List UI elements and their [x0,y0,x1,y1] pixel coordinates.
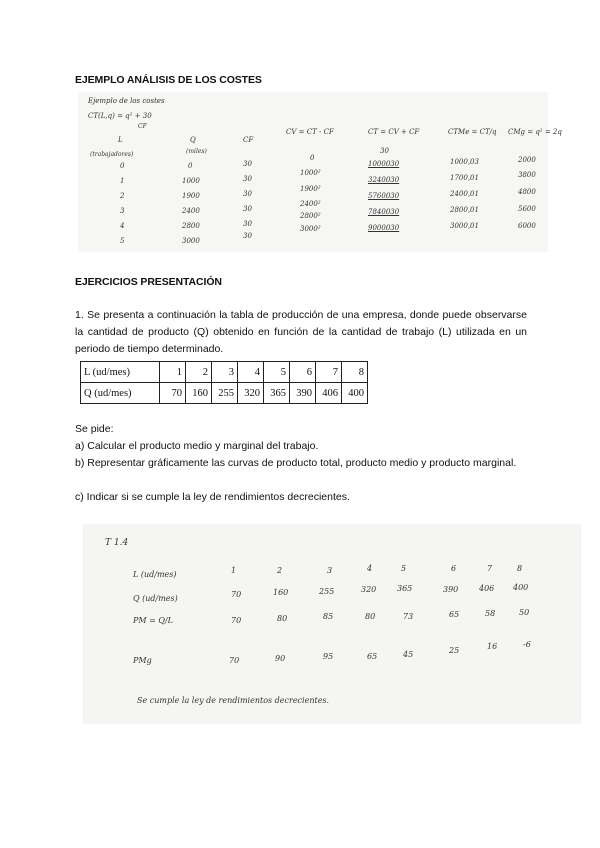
costs-ct-5: 9000030 [368,224,400,232]
costs-l-2: 2 [120,192,125,200]
table-cell: 2 [186,362,212,383]
solution-pmg-7: 16 [487,642,498,651]
costs-l-3: 3 [120,207,125,215]
costs-cmg-1: 2000 [518,156,536,164]
costs-cv-1: 1000² [300,169,321,177]
costs-q-0: 0 [188,162,193,170]
costs-photo-title: Ejemplo de los costes [88,97,165,105]
table-label-l: L (ud/mes) [81,362,160,383]
costs-l-0: 0 [120,162,125,170]
table-row-q [81,383,368,404]
table-cell: 4 [238,362,264,383]
table-cell: 400 [342,383,368,404]
costs-subheader-q: (miles) [186,148,207,155]
solution-pmg-8: -6 [523,640,531,649]
costs-ct-1: 1000030 [368,160,400,168]
solution-pmg-2: 90 [275,654,286,663]
costs-header-cmg: CMg = q² = 2q [508,128,562,136]
costs-cf-0: 30 [243,160,252,168]
costs-cv-3: 2400² [300,200,321,208]
solution-q-5: 365 [397,584,413,593]
solution-pm-2: 80 [277,614,288,623]
costs-ct-2: 3240030 [368,176,400,184]
solution-l-6: 6 [451,564,457,573]
solution-pm-8: 50 [519,608,530,617]
solution-q-8: 400 [513,583,529,592]
table-row-l [81,362,368,383]
se-pide-label: Se pide: [75,423,114,435]
costs-ctme-1: 1000,03 [450,158,479,166]
costs-ctme-3: 2400,01 [450,190,479,198]
exercise-item-a: a) Calcular el producto medio y marginal del trabajo. [75,440,319,452]
costs-cv-4: 2800² [300,212,321,220]
table-cell: 6 [290,362,316,383]
table-cell: 320 [238,383,264,404]
table-cell: 5 [264,362,290,383]
table-cell: 1 [160,362,186,383]
costs-cf-2: 30 [243,190,252,198]
solution-q-7: 406 [479,584,495,593]
costs-cf-4: 30 [243,220,252,228]
costs-cf-3: 30 [243,205,252,213]
costs-q-1: 1000 [182,177,200,185]
solution-pm-1: 70 [231,616,242,625]
costs-photo-formula: CT(L,q) = q² + 30 [88,112,152,120]
costs-header-ctme: CTMe = CT/q [448,128,497,136]
solution-pm-7: 58 [485,609,496,618]
costs-ctme-4: 2800,01 [450,206,479,214]
solution-label-pm: PM = Q/L [133,616,173,625]
solution-pmg-6: 25 [449,646,460,655]
solution-label-q: Q (ud/mes) [133,594,178,603]
costs-q-3: 2400 [182,207,200,215]
exercise-intro: 1. Se presenta a continuación la tabla de producción de una empresa, donde puede observarse la cantidad de producto (Q) obtenido en función de la cantidad de trabajo (L) utilizada en un periodo de tiempo determinado. [75,309,527,355]
solution-pmg-1: 70 [229,656,240,665]
production-table [80,361,368,404]
costs-l-4: 4 [120,222,125,230]
costs-cf-5: 30 [243,232,252,240]
costs-cmg-5: 6000 [518,222,536,230]
solution-l-3: 3 [327,566,333,575]
costs-cmg-3: 4800 [518,188,536,196]
solution-q-4: 320 [361,585,377,594]
costs-l-5: 5 [120,237,125,245]
costs-q-4: 2800 [182,222,200,230]
table-cell: 3 [212,362,238,383]
table-label-q: Q (ud/mes) [81,383,160,404]
costs-header-ct: CT = CV + CF [368,128,420,136]
costs-cv-2: 1900² [300,185,321,193]
costs-cf-1: 30 [243,175,252,183]
costs-header-l: L [118,136,123,144]
costs-ct-4: 7840030 [368,208,400,216]
solution-pm-4: 80 [365,612,376,621]
solution-q-3: 255 [319,587,335,596]
solution-title: T 1.4 [105,538,129,548]
solution-l-8: 8 [517,564,523,573]
costs-q-5: 3000 [182,237,200,245]
solution-handwritten-photo [83,524,581,724]
exercise-item-c: c) Indicar si se cumple la ley de rendimientos decrecientes. [75,491,350,503]
costs-cv-5: 3000² [300,225,321,233]
costs-cmg-2: 3800 [518,171,536,179]
solution-q-2: 160 [273,588,289,597]
heading-exercises: EJERCICIOS PRESENTACIÓN [75,276,222,288]
costs-ctme-5: 3000,01 [450,222,479,230]
costs-photo-formula-cf: CF [138,123,147,130]
costs-q-2: 1900 [182,192,200,200]
solution-l-4: 4 [367,564,373,573]
solution-q-6: 390 [443,585,459,594]
solution-l-1: 1 [231,566,237,575]
costs-ct-first: 30 [380,147,389,155]
heading-costs-example: EJEMPLO ANÁLISIS DE LOS COSTES [75,74,262,86]
table-cell: 7 [316,362,342,383]
solution-pmg-3: 95 [323,652,334,661]
solution-pm-3: 85 [323,612,334,621]
exercise-item-b: b) Representar gráficamente las curvas de producto total, producto medio y producto marginal. [75,457,517,469]
costs-header-q: Q [190,136,196,144]
table-cell: 8 [342,362,368,383]
costs-ctme-2: 1700,01 [450,174,479,182]
solution-pm-6: 65 [449,610,460,619]
solution-pmg-5: 45 [403,650,414,659]
solution-label-pmg: PMg [133,656,152,665]
costs-subheader-l: (trabajadores) [90,151,134,158]
costs-ct-3: 5760030 [368,192,400,200]
costs-l-1: 1 [120,177,125,185]
solution-pm-5: 73 [403,612,414,621]
table-cell: 255 [212,383,238,404]
costs-header-cf: CF [243,136,254,144]
table-cell: 365 [264,383,290,404]
solution-q-1: 70 [231,590,242,599]
table-cell: 160 [186,383,212,404]
solution-pmg-4: 65 [367,652,378,661]
costs-cv-0: 0 [310,154,315,162]
solution-conclusion: Se cumple la ley de rendimientos decrecientes. [137,696,330,705]
solution-l-2: 2 [277,566,283,575]
solution-l-7: 7 [487,564,493,573]
table-cell: 406 [316,383,342,404]
costs-handwritten-photo [78,92,562,252]
solution-l-5: 5 [401,564,407,573]
table-cell: 390 [290,383,316,404]
solution-label-l: L (ud/mes) [133,570,177,579]
table-cell: 70 [160,383,186,404]
costs-cmg-4: 5600 [518,205,536,213]
costs-header-cv: CV = CT - CF [286,128,334,136]
